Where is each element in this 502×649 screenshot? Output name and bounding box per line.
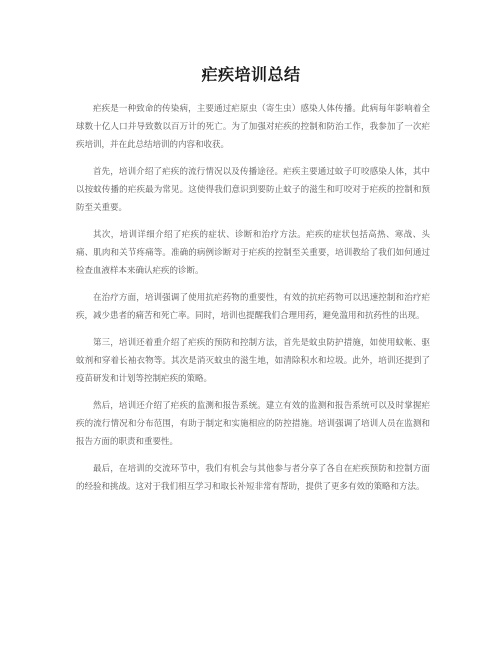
paragraph-transmission: 首先，培训介绍了疟疾的流行情况以及传播途径。疟疾主要通过蚊子叮咬感染人体，其中以按蚊传播的疟疾最为常见。这使得我们意识到要防止蚊子的滋生和叮咬对于疟疾的控制和预防至关重要。 — [76, 167, 430, 213]
document-title: 疟疾培训总结 — [201, 65, 301, 84]
paragraph-treatment: 在治疗方面，培训强调了使用抗疟药物的重要性，有效的抗疟药物可以迅速控制和治疗疟疾，减少患者的痛苦和死亡率。同时，培训也提醒我们合理用药，避免滥用和抗药性的出现。 — [76, 293, 430, 321]
paragraph-prevention: 第三，培训还着重介绍了疟疾的预防和控制方法，首先是蚊虫防护措施，如使用蚊帐、驱蚊剂和穿着长袖衣物等。其次是消灭蚊虫的滋生地，如清除积水和垃圾。此外，培训还提到了疫苗研发和计划等控制疟疾的策略。 — [76, 338, 430, 384]
document-body — [76, 100, 430, 505]
paragraph-diagnosis: 其次，培训详细介绍了疟疾的症状、诊断和治疗方法。疟疾的症状包括高热、寒战、头痛、肌肉和关节疼痛等。准确的病例诊断对于疟疾的控制至关重要，培训教给了我们如何通过检查血液样本来确认疟疾的诊断。 — [76, 230, 430, 276]
paragraph-intro: 疟疾是一种致命的传染病，主要通过疟原虫（寄生虫）感染人体传播。此病每年影响着全球数十亿人口并导致数以百万计的死亡。为了加强对疟疾的控制和防治工作，我参加了一次疟疾培训，并在此总结培训的内容和收获。 — [76, 104, 430, 150]
paragraph-conclusion: 最后，在培训的交流环节中，我们有机会与其他参与者分享了各自在疟疾预防和控制方面的经验和挑战。这对于我们相互学习和取长补短非常有帮助，提供了更多有效的策略和方法。 — [76, 464, 430, 492]
paragraph-monitoring: 然后，培训还介绍了疟疾的监测和报告系统。建立有效的监测和报告系统可以及时掌握疟疾的流行情况和分布范围，有助于制定和实施相应的防控措施。培训强调了培训人员在监测和报告方面的职责和重要性。 — [76, 401, 430, 447]
